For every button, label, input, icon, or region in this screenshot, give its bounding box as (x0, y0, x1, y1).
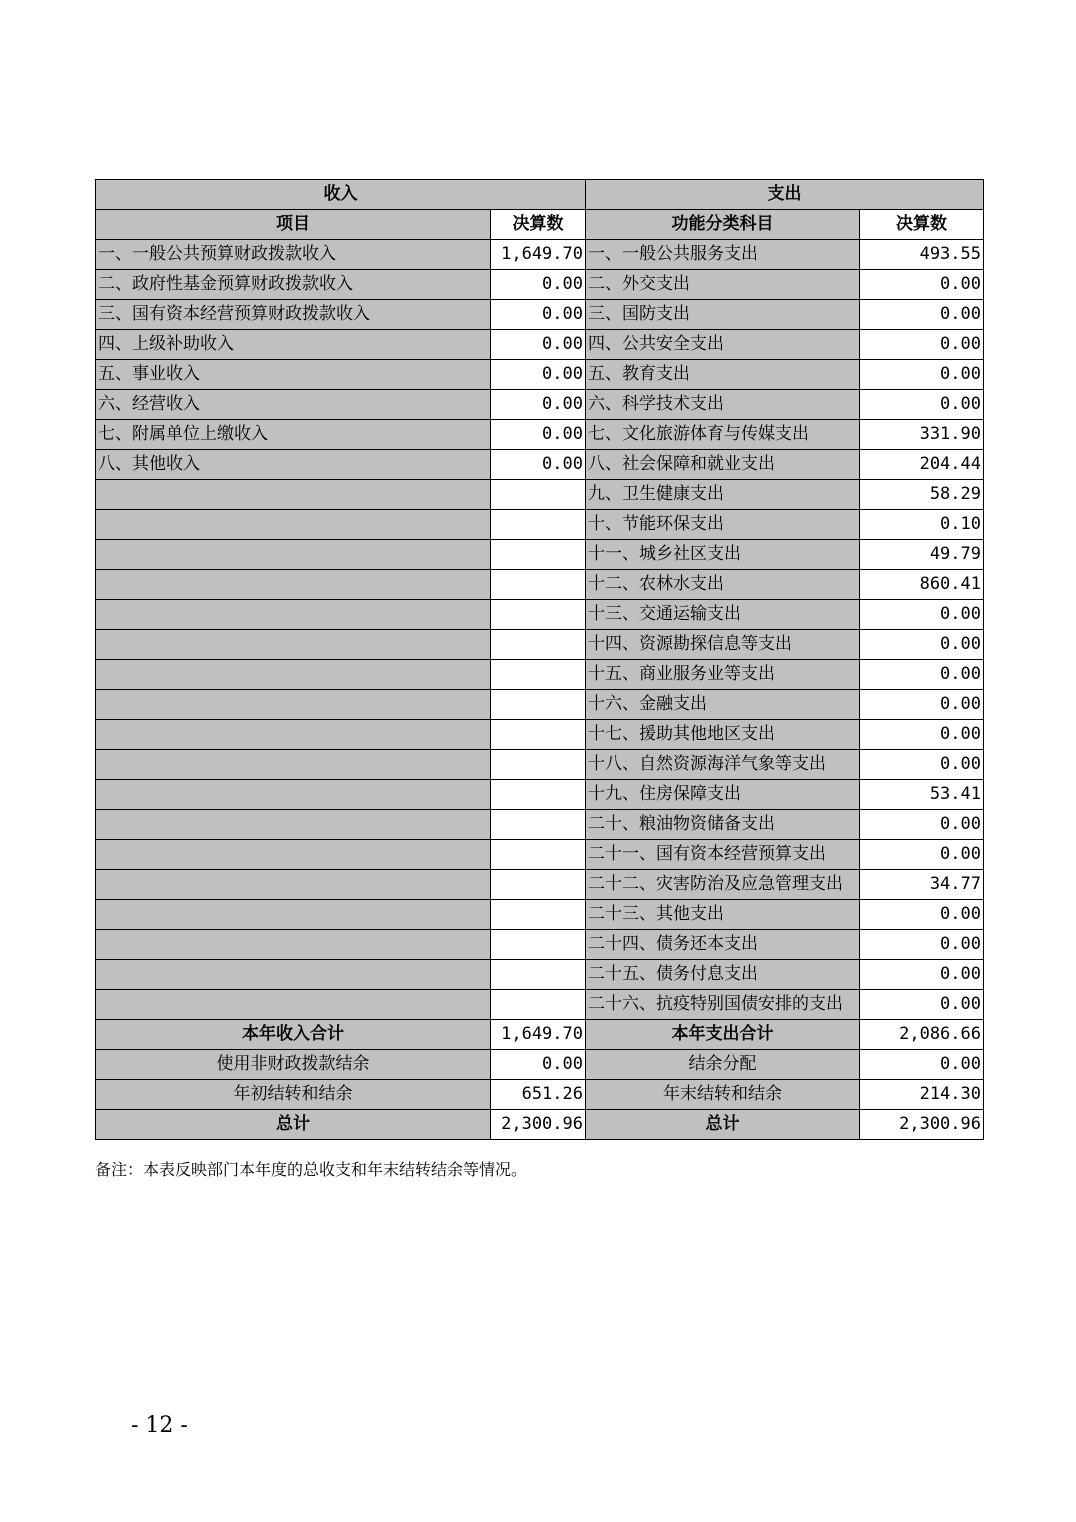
table-row (96, 240, 984, 270)
expense-item-label: 十八、自然资源海洋气象等支出 (586, 750, 860, 780)
income-item-label (96, 960, 491, 990)
income-item-value (491, 750, 586, 780)
table-row (96, 300, 984, 330)
expense-item-label: 二十、粮油物资储备支出 (586, 810, 860, 840)
expense-item-value: 0.00 (860, 690, 984, 720)
table-row (96, 570, 984, 600)
expense-item-label: 二十三、其他支出 (586, 900, 860, 930)
expense-item-label: 十四、资源勘探信息等支出 (586, 630, 860, 660)
expense-item-value: 493.55 (860, 240, 984, 270)
table-row (96, 750, 984, 780)
table-row (96, 660, 984, 690)
table-row (96, 480, 984, 510)
income-item-value (491, 900, 586, 930)
income-item-label (96, 720, 491, 750)
summary-row (96, 1110, 984, 1140)
summary-expense-label: 结余分配 (586, 1050, 860, 1080)
income-item-value: 0.00 (491, 450, 586, 480)
income-item-label (96, 570, 491, 600)
income-item-value (491, 720, 586, 750)
income-item-value (491, 690, 586, 720)
table-row (96, 810, 984, 840)
summary-income-label: 年初结转和结余 (96, 1080, 491, 1110)
summary-expense-value: 0.00 (860, 1050, 984, 1080)
income-item-label (96, 900, 491, 930)
income-item-value (491, 660, 586, 690)
expense-item-value: 0.00 (860, 660, 984, 690)
expense-item-value: 0.00 (860, 840, 984, 870)
income-item-value (491, 510, 586, 540)
income-item-label (96, 810, 491, 840)
table-row (96, 900, 984, 930)
expense-item-value: 49.79 (860, 540, 984, 570)
income-item-value: 0.00 (491, 330, 586, 360)
income-item-value: 0.00 (491, 270, 586, 300)
expense-item-value: 0.00 (860, 270, 984, 300)
income-item-label (96, 780, 491, 810)
expense-item-label: 二十二、灾害防治及应急管理支出 (586, 870, 860, 900)
table-row (96, 330, 984, 360)
income-item-label (96, 840, 491, 870)
table-row (96, 540, 984, 570)
expense-item-value: 34.77 (860, 870, 984, 900)
expense-item-label: 十一、城乡社区支出 (586, 540, 860, 570)
expense-item-label: 二十四、债务还本支出 (586, 930, 860, 960)
expense-item-label: 十二、农林水支出 (586, 570, 860, 600)
expense-item-label: 十九、住房保障支出 (586, 780, 860, 810)
income-item-label: 二、政府性基金预算财政拨款收入 (96, 270, 491, 300)
summary-row (96, 1080, 984, 1110)
income-item-value (491, 600, 586, 630)
table-row (96, 270, 984, 300)
expense-item-value: 204.44 (860, 450, 984, 480)
summary-income-value: 0.00 (491, 1050, 586, 1080)
income-item-value (491, 870, 586, 900)
summary-income-value: 651.26 (491, 1080, 586, 1110)
summary-row (96, 1020, 984, 1050)
expense-item-label: 三、国防支出 (586, 300, 860, 330)
income-item-value (491, 570, 586, 600)
expense-item-value: 58.29 (860, 480, 984, 510)
income-item-value (491, 780, 586, 810)
expense-section-header: 支出 (586, 180, 984, 210)
expense-item-label: 一、一般公共服务支出 (586, 240, 860, 270)
income-item-label (96, 660, 491, 690)
expense-item-value: 0.10 (860, 510, 984, 540)
table-row (96, 420, 984, 450)
table-row (96, 690, 984, 720)
table-row (96, 990, 984, 1020)
income-section-header: 收入 (96, 180, 586, 210)
expense-item-value: 860.41 (860, 570, 984, 600)
func-item-column-header: 功能分类科目 (586, 210, 860, 240)
summary-income-value: 1,649.70 (491, 1020, 586, 1050)
expense-item-value: 53.41 (860, 780, 984, 810)
income-item-value (491, 930, 586, 960)
amount-column-header: 决算数 (491, 210, 586, 240)
expense-item-label: 二、外交支出 (586, 270, 860, 300)
table-row (96, 720, 984, 750)
expense-item-value: 331.90 (860, 420, 984, 450)
income-item-label (96, 510, 491, 540)
income-item-label: 四、上级补助收入 (96, 330, 491, 360)
budget-summary-table (95, 179, 984, 1140)
expense-item-label: 二十六、抗疫特别国债安排的支出 (586, 990, 860, 1020)
expense-item-label: 五、教育支出 (586, 360, 860, 390)
section-header-row (96, 180, 984, 210)
expense-item-value: 0.00 (860, 900, 984, 930)
table-row (96, 630, 984, 660)
item-column-header: 项目 (96, 210, 491, 240)
income-item-label (96, 750, 491, 780)
expense-item-label: 九、卫生健康支出 (586, 480, 860, 510)
summary-expense-label: 本年支出合计 (586, 1020, 860, 1050)
income-item-value (491, 630, 586, 660)
income-item-value (491, 480, 586, 510)
table-row (96, 360, 984, 390)
expense-item-label: 七、文化旅游体育与传媒支出 (586, 420, 860, 450)
summary-income-label: 本年收入合计 (96, 1020, 491, 1050)
table-row (96, 390, 984, 420)
table-row (96, 780, 984, 810)
expense-item-label: 八、社会保障和就业支出 (586, 450, 860, 480)
expense-item-label: 十、节能环保支出 (586, 510, 860, 540)
income-item-label (96, 600, 491, 630)
income-item-label (96, 690, 491, 720)
income-item-value (491, 990, 586, 1020)
page-number: - 12 - (131, 1413, 188, 1438)
income-item-label (96, 930, 491, 960)
income-item-label (96, 870, 491, 900)
expense-item-value: 0.00 (860, 300, 984, 330)
income-item-label (96, 630, 491, 660)
expense-item-label: 二十五、债务付息支出 (586, 960, 860, 990)
expense-item-value: 0.00 (860, 390, 984, 420)
income-item-label: 六、经营收入 (96, 390, 491, 420)
expense-item-label: 十五、商业服务业等支出 (586, 660, 860, 690)
income-item-label: 五、事业收入 (96, 360, 491, 390)
income-item-value: 0.00 (491, 420, 586, 450)
expense-item-value: 0.00 (860, 720, 984, 750)
income-item-value (491, 840, 586, 870)
summary-income-value: 2,300.96 (491, 1110, 586, 1140)
expense-item-label: 六、科学技术支出 (586, 390, 860, 420)
table-row (96, 870, 984, 900)
income-item-label: 一、一般公共预算财政拨款收入 (96, 240, 491, 270)
income-item-value: 0.00 (491, 300, 586, 330)
table-row (96, 960, 984, 990)
expense-item-label: 十三、交通运输支出 (586, 600, 860, 630)
income-item-label: 七、附属单位上缴收入 (96, 420, 491, 450)
expense-item-value: 0.00 (860, 930, 984, 960)
income-item-value (491, 960, 586, 990)
expense-item-value: 0.00 (860, 360, 984, 390)
income-item-value (491, 810, 586, 840)
table-row (96, 600, 984, 630)
table-row (96, 450, 984, 480)
income-item-value: 0.00 (491, 360, 586, 390)
summary-row (96, 1050, 984, 1080)
expense-item-value: 0.00 (860, 810, 984, 840)
amount2-column-header: 决算数 (860, 210, 984, 240)
expense-item-value: 0.00 (860, 990, 984, 1020)
summary-expense-label: 总计 (586, 1110, 860, 1140)
summary-expense-value: 2,300.96 (860, 1110, 984, 1140)
summary-expense-label: 年末结转和结余 (586, 1080, 860, 1110)
expense-item-value: 0.00 (860, 630, 984, 660)
column-header-row (96, 210, 984, 240)
income-item-value: 1,649.70 (491, 240, 586, 270)
expense-item-label: 二十一、国有资本经营预算支出 (586, 840, 860, 870)
income-item-label: 三、国有资本经营预算财政拨款收入 (96, 300, 491, 330)
income-item-label (96, 480, 491, 510)
expense-item-label: 十六、金融支出 (586, 690, 860, 720)
table-row (96, 840, 984, 870)
expense-item-label: 四、公共安全支出 (586, 330, 860, 360)
expense-item-value: 0.00 (860, 600, 984, 630)
expense-item-label: 十七、援助其他地区支出 (586, 720, 860, 750)
table-row (96, 510, 984, 540)
expense-item-value: 0.00 (860, 330, 984, 360)
income-item-label (96, 540, 491, 570)
income-item-value (491, 540, 586, 570)
income-item-label: 八、其他收入 (96, 450, 491, 480)
summary-expense-value: 2,086.66 (860, 1020, 984, 1050)
income-item-label (96, 990, 491, 1020)
table-note: 备注：本表反映部门本年度的总收支和年末结转结余等情况。 (95, 1160, 528, 1179)
expense-item-value: 0.00 (860, 960, 984, 990)
table-row (96, 930, 984, 960)
income-item-value: 0.00 (491, 390, 586, 420)
summary-income-label: 使用非财政拨款结余 (96, 1050, 491, 1080)
expense-item-value: 0.00 (860, 750, 984, 780)
summary-expense-value: 214.30 (860, 1080, 984, 1110)
summary-income-label: 总计 (96, 1110, 491, 1140)
